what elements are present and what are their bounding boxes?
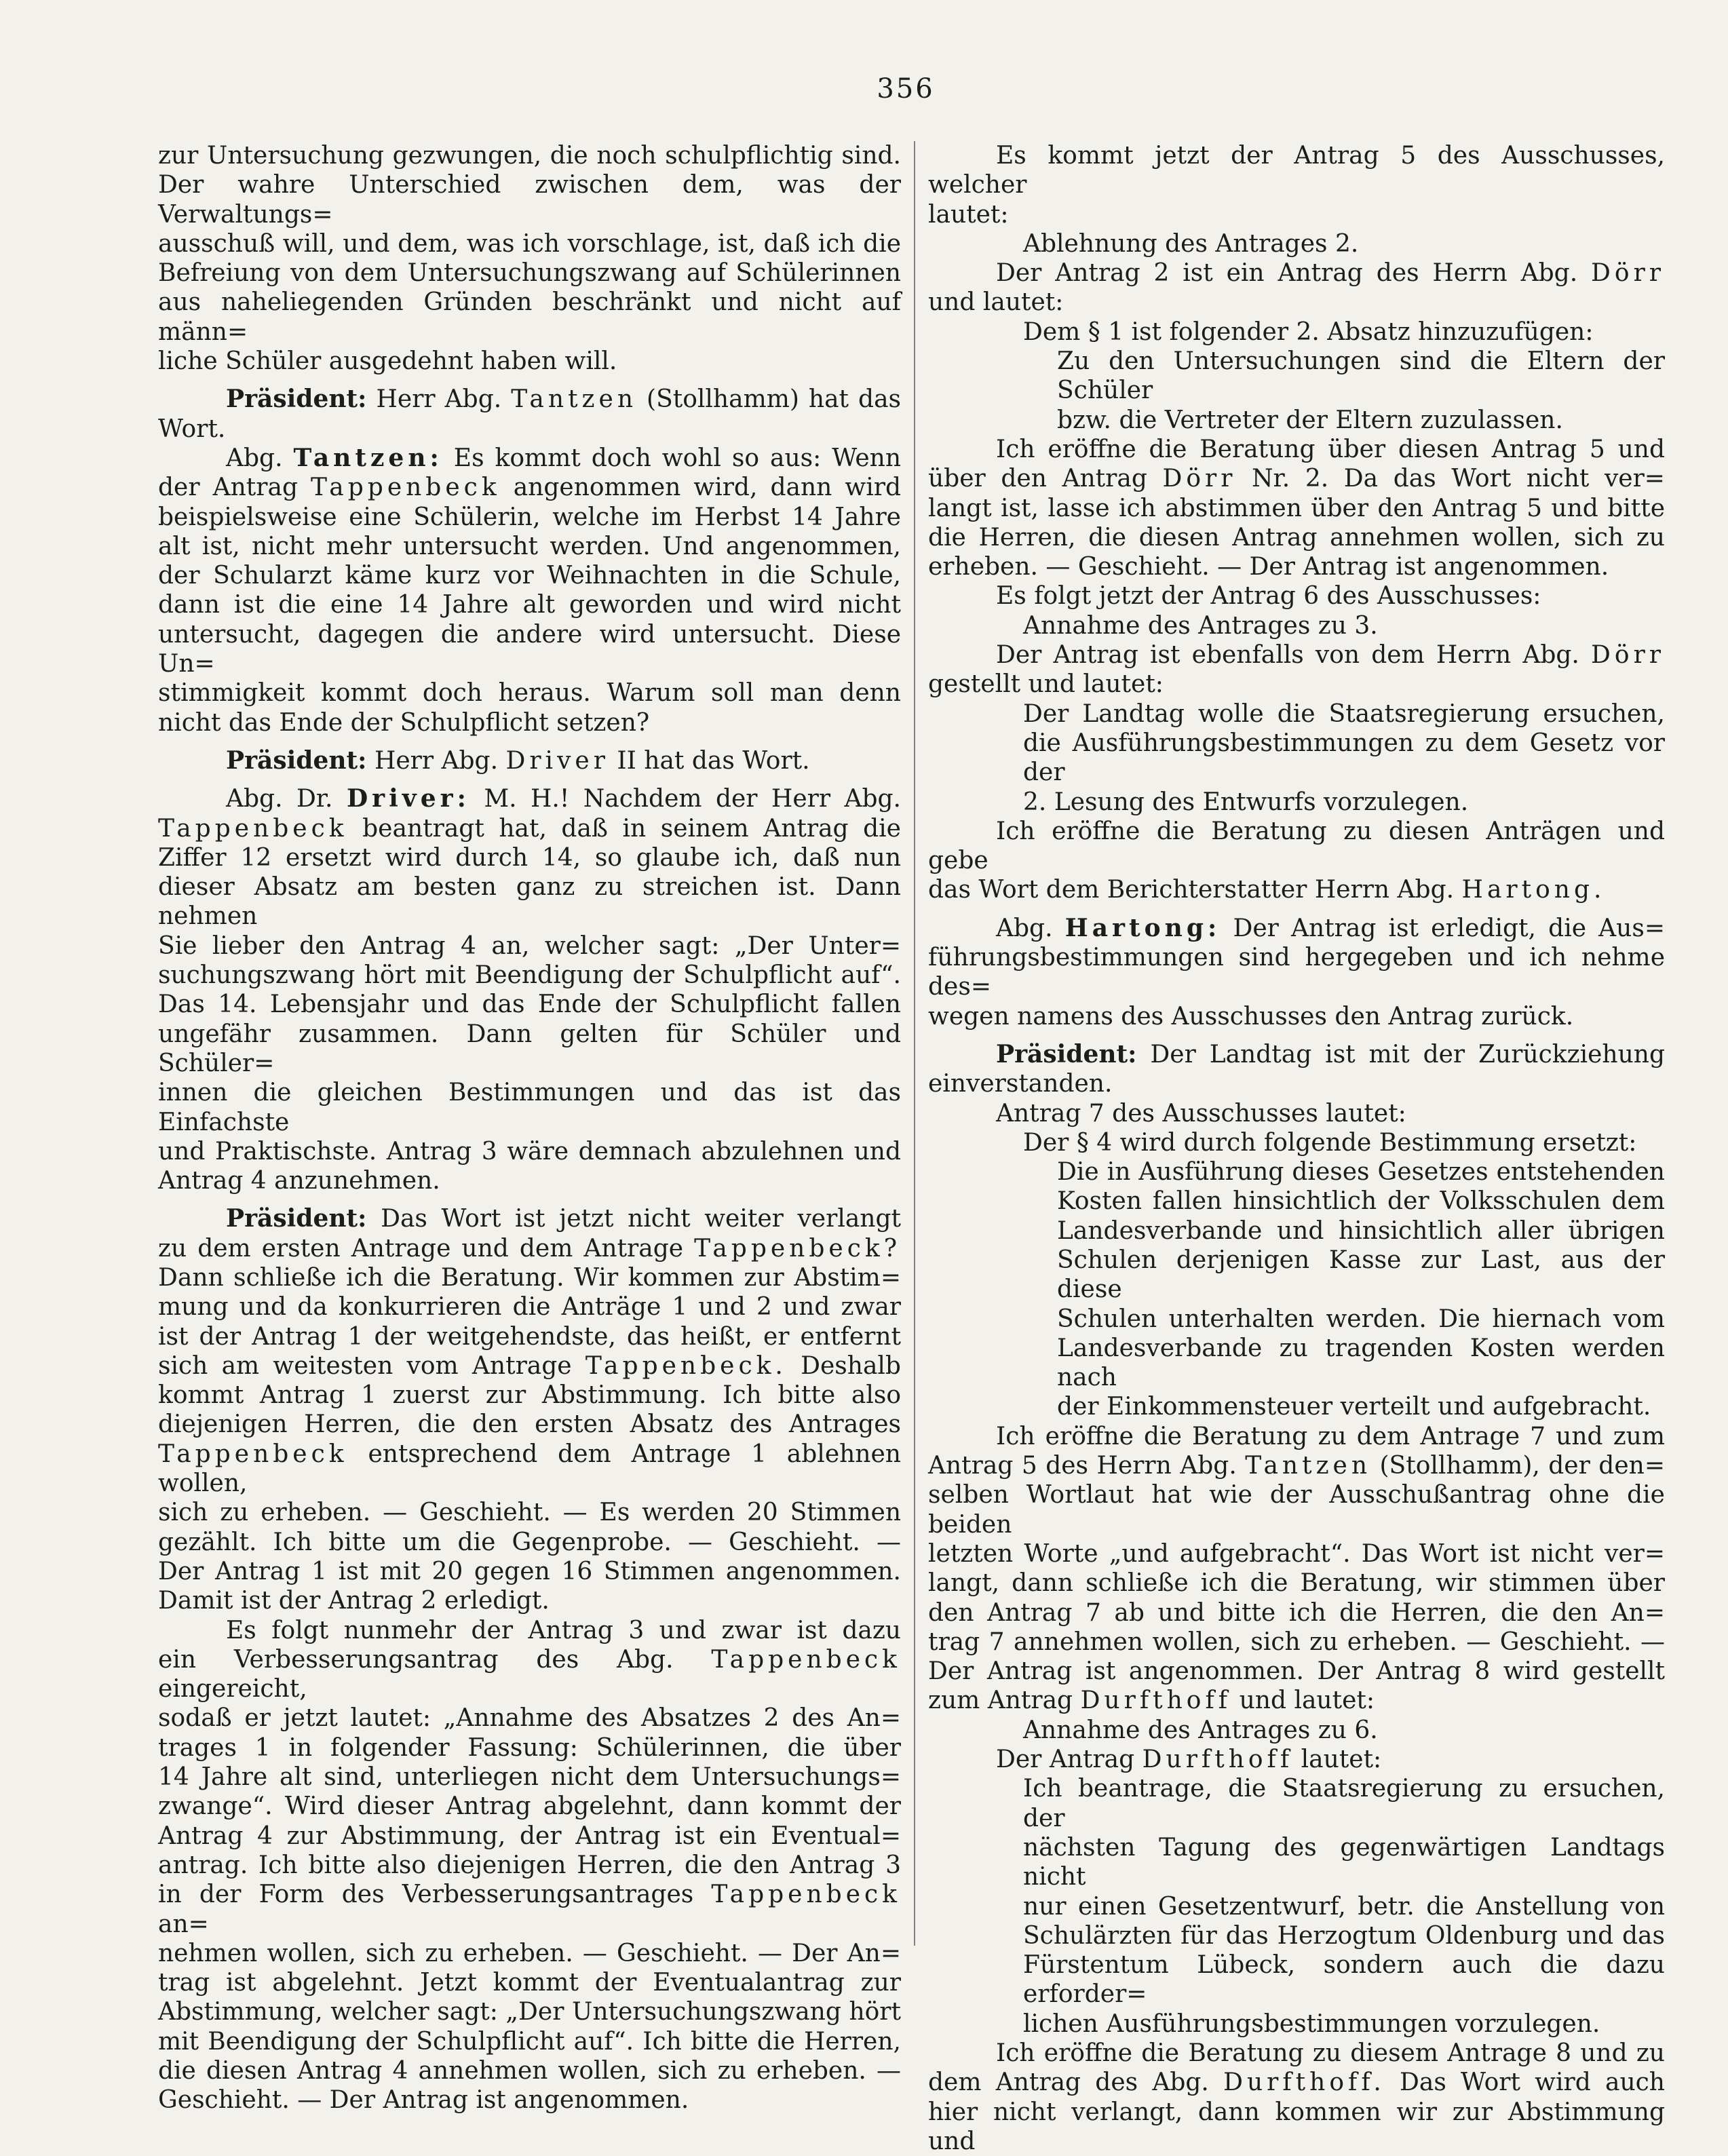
speaker-label: Hartong: [1064, 913, 1221, 942]
text-line: Der Antrag ist angenommen. Der Antrag 8 wird gestellt [928, 1657, 1665, 1686]
text-line: Abg. Hartong: Der Antrag ist erledigt, die Aus= [996, 913, 1665, 942]
speaker-label: Präsident: [996, 1039, 1137, 1069]
speaker-name: Tappenbeck. [585, 1351, 787, 1380]
text-line: untersucht, dagegen die andere wird untersucht. Diese Un= [158, 620, 901, 678]
text-line: Ziffer 12 ersetzt wird durch 14, so glaube ich, daß nun [158, 843, 901, 872]
text-line: nehmen wollen, sich zu erheben. — Geschieht. — Der An= [158, 1939, 901, 1967]
speaker-name: Tappenbeck [711, 1881, 901, 1909]
left-column [158, 141, 901, 2115]
text-line: Tappenbeck entsprechend dem Antrage 1 ablehnen wollen, [158, 1440, 901, 1498]
text-line: führungsbestimmungen sind hergegeben und ich nehme des= [928, 944, 1665, 1001]
text-line: Tappenbeck beantragt hat, daß in seinem Antrag die [158, 814, 901, 843]
quoted-line: Dem § 1 ist folgender 2. Absatz hinzuzufügen: [1023, 317, 1594, 346]
quoted-line: Der Landtag wolle die Staatsregierung ersuchen, [1023, 699, 1665, 728]
column-divider [914, 141, 915, 1946]
text-line: Wort. [158, 415, 226, 443]
text-line: innen die gleichen Bestimmungen und das ist das Einfachste [158, 1079, 901, 1136]
text-line: Antrag 4 zur Abstimmung, der Antrag ist ein Eventual= [158, 1822, 901, 1850]
page-number: 356 [877, 73, 935, 104]
text-line: Abg. Dr. Driver: M. H.! Nachdem der Herr Abg. [226, 784, 901, 813]
speaker-name: Hartong. [1461, 876, 1606, 904]
text-line: sich zu erheben. — Geschieht. — Es werden 20 Stimmen [158, 1499, 901, 1527]
text-line: sich am weitesten vom Antrage Tappenbeck. Deshalb [158, 1351, 901, 1380]
text-line: ist der Antrag 1 der weitgehendste, das heißt, er entfernt [158, 1322, 901, 1351]
text-line: Es folgt jetzt der Antrag 6 des Ausschusses: [996, 582, 1541, 611]
quoted-line: Ablehnung des Antrages 2. [1023, 229, 1359, 258]
text-line: langt ist, lasse ich abstimmen über den Antrag 5 und bitte [928, 494, 1665, 522]
text-line: wegen namens des Ausschusses den Antrag zurück. [928, 1002, 1574, 1031]
text-line: Antrag 4 anzunehmen. [158, 1167, 440, 1195]
text-line: trag 7 annehmen wollen, sich zu erheben. — Geschieht. — [928, 1628, 1665, 1656]
quoted-line: Schulen unterhalten werden. Die hiernach vom [1057, 1305, 1665, 1333]
text-line: langt, dann schließe ich die Beratung, wir stimmen über [928, 1569, 1665, 1598]
text-line: Der Antrag ist ebenfalls von dem Herrn Abg. Dörr [996, 641, 1665, 670]
text-line: Ich eröffne die Beratung zu dem Antrage 7 und zum [996, 1422, 1665, 1450]
quoted-line: nächsten Tagung des gegenwärtigen Landtags nicht [1023, 1833, 1665, 1891]
text-line: Antrag 7 des Ausschusses lautet: [996, 1099, 1406, 1128]
quoted-line: der Einkommensteuer verteilt und aufgebracht. [1057, 1393, 1651, 1421]
text-line: Abstimmung, welcher sagt: „Der Untersuchungszwang hört [158, 1998, 901, 2026]
speaker-name: Tappenbeck [158, 814, 348, 843]
speaker-name: Durfthoff [1142, 1746, 1294, 1774]
text-line: selben Wortlaut hat wie der Ausschußantrag ohne die beiden [928, 1481, 1665, 1539]
text-line: einverstanden. [928, 1070, 1113, 1098]
text-line: und lautet: [928, 288, 1064, 317]
text-line: der Antrag Tappenbeck angenommen wird, dann wird [158, 474, 901, 502]
text-line: dieser Absatz am besten ganz zu streichen ist. Dann nehmen [158, 873, 901, 931]
speaker-name: Tantzen [511, 385, 638, 414]
text-line: Sie lieber den Antrag 4 an, welcher sagt: „Der Unter= [158, 931, 901, 960]
text-line: gezählt. Ich bitte um die Gegenprobe. — Geschieht. — [158, 1528, 901, 1556]
text-line: in der Form des Verbesserungsantrages Tappenbeck an= [158, 1881, 901, 1938]
text-line: ausschuß will, und dem, was ich vorschlage, ist, daß ich die [158, 229, 901, 258]
text-line: ein Verbesserungsantrag des Abg. Tappenbeck eingereicht, [158, 1645, 901, 1703]
text-line: gestellt und lautet: [928, 670, 1164, 699]
text-line: ungefähr zusammen. Dann gelten für Schüler und Schüler= [158, 1020, 901, 1077]
quoted-line: nur einen Gesetzentwurf, betr. die Anstellung von [1023, 1892, 1665, 1921]
quoted-line: Schulärzten für das Herzogtum Oldenburg und das [1023, 1921, 1665, 1950]
text-line: zu dem ersten Antrage und dem Antrage Tappenbeck? [158, 1234, 901, 1263]
text-line: Abg. Tantzen: Es kommt doch wohl so aus: Wenn [226, 443, 901, 472]
text-line: mung und da konkurrieren die Anträge 1 und 2 und zwar [158, 1293, 901, 1322]
text-line: Präsident: Herr Abg. Driver II hat das Wort. [226, 746, 810, 775]
text-line: letzten Worte „und aufgebracht“. Das Wort ist nicht ver= [928, 1539, 1665, 1568]
text-line: dem Antrag des Abg. Durfthoff. Das Wort wird auch [928, 2068, 1665, 2097]
text-line: trages 1 in folgender Fassung: Schülerinnen, die über [158, 1733, 901, 1762]
quoted-line: Annahme des Antrages zu 3. [1023, 611, 1378, 640]
text-line: Präsident: Herr Abg. Tantzen (Stollhamm) hat das [226, 385, 902, 414]
text-line: diejenigen Herren, die den ersten Absatz des Antrages [158, 1410, 901, 1439]
text-line: lautet: [928, 200, 1009, 229]
text-line: Befreiung von dem Untersuchungszwang auf Schülerinnen [158, 259, 901, 288]
text-line: Ich eröffne die Beratung über diesen Antrag 5 und [996, 435, 1665, 463]
text-line: liche Schüler ausgedehnt haben will. [158, 347, 617, 376]
speaker-name: Tappenbeck [311, 474, 501, 502]
quoted-line: Kosten fallen hinsichtlich der Volksschulen dem [1057, 1187, 1665, 1216]
text-line: Es kommt jetzt der Antrag 5 des Ausschusses, welcher [928, 142, 1665, 199]
speaker-name: Durfthoff [1080, 1687, 1232, 1715]
text-line: Dann schließe ich die Beratung. Wir kommen zur Abstim= [158, 1263, 901, 1292]
right-column [928, 141, 1665, 2156]
quoted-line: Schulen derjenigen Kasse zur Last, aus der diese [1057, 1246, 1665, 1304]
quoted-line: Ich beantrage, die Staatsregierung zu ersuchen, der [1023, 1775, 1665, 1832]
speaker-name: Tappenbeck [158, 1440, 348, 1468]
quoted-line: 2. Lesung des Entwurfs vorzulegen. [1023, 788, 1469, 816]
text-line: Der Antrag Durfthoff lautet: [996, 1746, 1382, 1774]
text-line: erheben. — Geschieht. — Der Antrag ist angenommen. [928, 553, 1609, 581]
text-line: sodaß er jetzt lautet: „Annahme des Absatzes 2 des An= [158, 1704, 901, 1733]
text-line: Präsident: Das Wort ist jetzt nicht weiter verlangt [226, 1204, 901, 1233]
text-line: trag ist abgelehnt. Jetzt kommt der Eventualantrag zur [158, 1969, 901, 1997]
text-line: zur Untersuchung gezwungen, die noch schulpflichtig sind. [158, 142, 901, 170]
quoted-line: bzw. die Vertreter der Eltern zuzulassen. [1057, 406, 1563, 434]
text-line: aus naheliegenden Gründen beschränkt und nicht auf männ= [158, 288, 901, 346]
text-line: 14 Jahre alt sind, unterliegen nicht dem Untersuchungs= [158, 1763, 901, 1792]
speaker-name: Dörr [1591, 641, 1665, 670]
text-line: Der Antrag 2 ist ein Antrag des Herrn Abg. Dörr [996, 259, 1665, 288]
text-line: Es folgt nunmehr der Antrag 3 und zwar ist dazu [226, 1616, 901, 1644]
text-line: Präsident: Der Landtag ist mit der Zurückziehung [996, 1039, 1665, 1069]
speaker-label: Präsident: [226, 385, 367, 414]
text-line: Damit ist der Antrag 2 erledigt. [158, 1587, 550, 1615]
text-line: den Antrag 7 ab und bitte ich die Herren, die den An= [928, 1598, 1665, 1627]
text-line: Antrag 5 des Herrn Abg. Tantzen (Stollhamm), der den= [928, 1452, 1665, 1480]
text-line: stimmigkeit kommt doch heraus. Warum soll man denn [158, 679, 901, 708]
text-line: zum Antrag Durfthoff und lautet: [928, 1687, 1375, 1715]
quoted-line: lichen Ausführungsbestimmungen vorzulegen. [1023, 2009, 1600, 2038]
quoted-line: Landesverbande zu tragenden Kosten werden nach [1057, 1334, 1665, 1392]
speaker-name: Tappenbeck? [694, 1234, 901, 1263]
speaker-name: Tantzen [1245, 1452, 1372, 1480]
text-line: Ich eröffne die Beratung zu diesen Anträgen und gebe [928, 817, 1665, 875]
text-line: beispielsweise eine Schülerin, welche im Herbst 14 Jahre [158, 503, 901, 531]
speaker-label: Präsident: [226, 1204, 367, 1233]
text-line: und Praktischste. Antrag 3 wäre demnach abzulehnen und [158, 1137, 901, 1166]
quoted-line: Fürstentum Lübeck, sondern auch die dazu erforder= [1023, 1951, 1665, 2009]
text-line: dann ist die eine 14 Jahre alt geworden und wird nicht [158, 591, 901, 619]
text-line: Das 14. Lebensjahr und das Ende der Schulpflicht fallen [158, 990, 901, 1019]
text-line: Ich eröffne die Beratung zu diesem Antrage 8 und zu [996, 2039, 1665, 2067]
speaker-name: Driver [505, 746, 609, 775]
text-line: alt ist, nicht mehr untersucht werden. Und angenommen, [158, 532, 901, 560]
text-line: die Herren, die diesen Antrag annehmen wollen, sich zu [928, 523, 1665, 552]
speaker-label: Driver: [346, 784, 470, 813]
speaker-name: Dörr [1162, 465, 1237, 493]
quoted-line: Zu den Untersuchungen sind die Eltern der Schüler [1057, 347, 1665, 405]
text-line: zwange“. Wird dieser Antrag abgelehnt, dann kommt der [158, 1792, 901, 1821]
quoted-line: Landesverbande und hinsichtlich aller übrigen [1057, 1216, 1665, 1245]
speaker-name: Tappenbeck [711, 1645, 901, 1674]
text-line: über den Antrag Dörr Nr. 2. Da das Wort nicht ver= [928, 465, 1665, 493]
text-line: kommt Antrag 1 zuerst zur Abstimmung. Ich bitte also [158, 1381, 901, 1410]
speaker-label: Tantzen: [293, 443, 443, 472]
text-line: hier nicht verlangt, dann kommen wir zur Abstimmung und [928, 2098, 1665, 2155]
text-line: die diesen Antrag 4 annehmen wollen, sich zu erheben. — [158, 2057, 901, 2085]
text-line: der Schularzt käme kurz vor Weihnachten in die Schule, [158, 562, 901, 590]
text-line: Der wahre Unterschied zwischen dem, was der Verwaltungs= [158, 171, 901, 229]
quoted-line: die Ausführungsbestimmungen zu dem Gesetz vor der [1023, 729, 1665, 787]
text-line: Der Antrag 1 ist mit 20 gegen 16 Stimmen angenommen. [158, 1557, 901, 1585]
text-line: Geschieht. — Der Antrag ist angenommen. [158, 2086, 689, 2115]
speaker-label: Präsident: [226, 746, 367, 775]
quoted-line: Annahme des Antrages zu 6. [1023, 1716, 1378, 1744]
text-line: suchungszwang hört mit Beendigung der Schulpflicht auf“. [158, 961, 901, 990]
quoted-line: Die in Ausführung dieses Gesetzes entstehenden [1057, 1158, 1665, 1187]
speaker-name: Dörr [1591, 259, 1665, 288]
speaker-name: Durfthoff. [1223, 2068, 1385, 2097]
text-line: mit Beendigung der Schulpflicht auf“. Ich bitte die Herren, [158, 2027, 901, 2056]
text-line: nicht das Ende der Schulpflicht setzen? [158, 708, 650, 737]
text-line: das Wort dem Berichterstatter Herrn Abg. Hartong. [928, 876, 1606, 904]
quoted-line: Der § 4 wird durch folgende Bestimmung ersetzt: [1023, 1128, 1637, 1157]
text-line: antrag. Ich bitte also diejenigen Herren, die den Antrag 3 [158, 1851, 901, 1879]
